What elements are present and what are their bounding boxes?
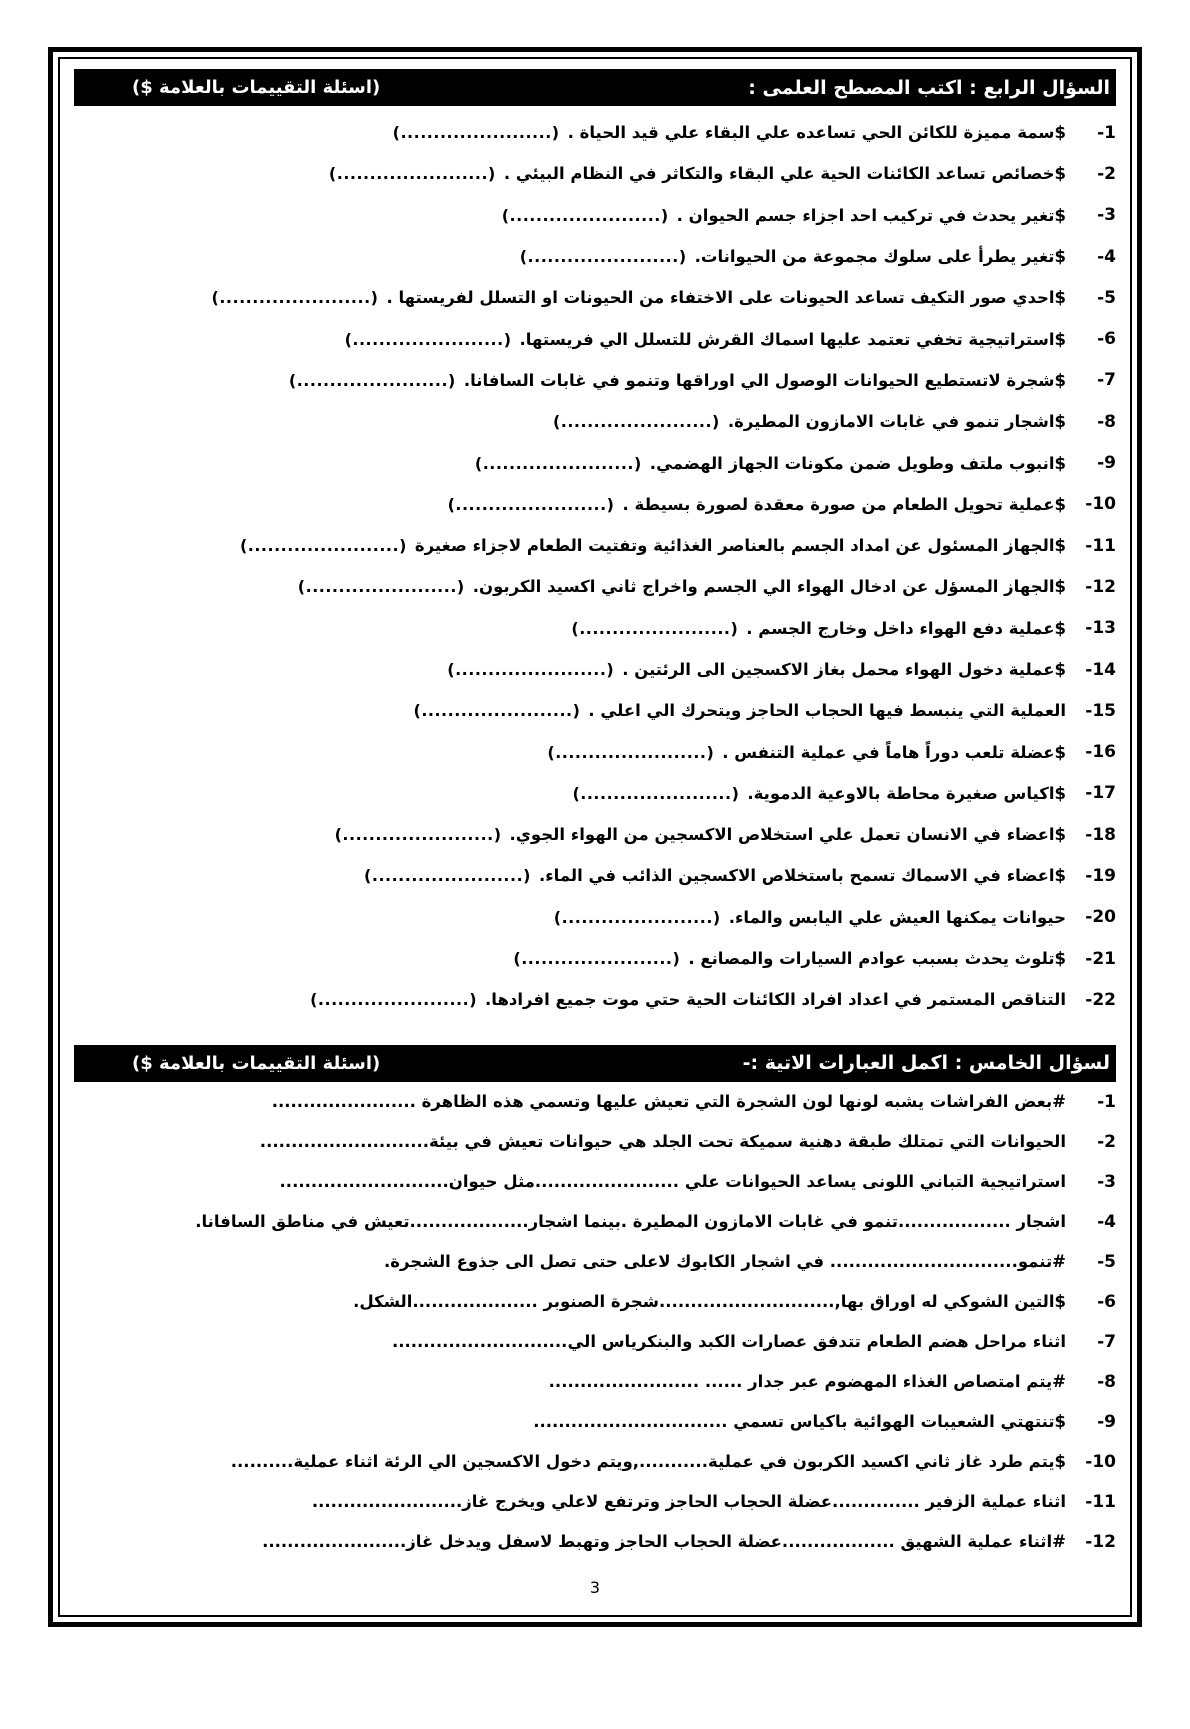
- item-text: #يتم امتصاص الغذاء المهضوم عبر جدار ...... ........................: [548, 1372, 1066, 1392]
- item-text: $اكياس صغيرة محاطة بالاوعية الدموية.: [747, 783, 1066, 803]
- item-number: 11-: [1085, 535, 1116, 556]
- question4-item-row: [74, 360, 1116, 401]
- item-number: 16-: [1085, 742, 1116, 763]
- answer-blank: (.......................): [328, 164, 496, 184]
- question5-header-bar: [74, 1045, 1116, 1082]
- answer-blank: (.......................): [447, 494, 615, 514]
- question4-item-row: [74, 814, 1116, 855]
- item-text: $تنتهتي الشعيبات الهوائية باكياس تسمي ...............................: [533, 1412, 1066, 1432]
- item-number: 9-: [1097, 453, 1116, 474]
- page-number: 3: [589, 1577, 601, 1597]
- answer-blank: (.......................): [513, 949, 681, 969]
- item-text: $تغير يطرأ على سلوك مجموعة من الحيوانات.: [694, 247, 1066, 267]
- item-text: التناقص المستمر في اعداد افراد الكائنات الحية حتي موت جميع افرادها.: [485, 990, 1066, 1010]
- item-text: العملية التي ينبسط فيها الحجاب الحاجز ويتحرك الي اعلي .: [588, 701, 1066, 721]
- item-number: 14-: [1085, 659, 1116, 680]
- question4-header-bar: [74, 69, 1116, 106]
- item-number: 3-: [1097, 1171, 1116, 1192]
- item-text: $استراتيجية تخفي تعتمد عليها اسماك القرش للتسلل الي فريستها.: [519, 329, 1066, 349]
- item-text: $الجهاز المسئول عن امداد الجسم بالعناصر الغذائية وتفتيت الطعام لاجزاء صغيرة: [414, 536, 1066, 556]
- question5-item-row: [74, 1442, 1116, 1482]
- item-text: $اعضاء في الاسماك تسمح باستخلاص الاكسجين الذائب في الماء.: [538, 866, 1066, 886]
- answer-blank: (.......................): [288, 370, 456, 390]
- item-text: $شجرة لاتستطيع الحيوانات الوصول الي اوراقها وتنمو في غابات السافانا.: [463, 370, 1066, 390]
- question4-item-row: [74, 236, 1116, 277]
- question4-item-list: [74, 112, 1116, 1021]
- answer-blank: (.......................): [344, 329, 512, 349]
- question5-item-row: [74, 1122, 1116, 1162]
- item-text: استراتيجية التباني اللونى يساعد الحيوانات علي .......................مثل حيوان...........................: [279, 1172, 1066, 1192]
- question4-item-row: [74, 608, 1116, 649]
- item-text: حيوانات يمكنها العيش علي اليابس والماء.: [728, 907, 1066, 927]
- item-number: 17-: [1085, 783, 1116, 804]
- item-text: اثناء مراحل هضم الطعام تتدفق عصارات الكبد والبنكرياس الي............................: [391, 1332, 1066, 1352]
- question4-item-row: [74, 318, 1116, 359]
- item-number: 10-: [1085, 494, 1116, 515]
- item-number: 8-: [1097, 1371, 1116, 1392]
- item-text: $عملية دخول الهواء محمل بغاز الاكسجين الى الرئتين .: [622, 660, 1066, 679]
- item-text: $انبوب ملتف وطويل ضمن مكونات الجهاز الهضمي.: [649, 453, 1066, 473]
- question4-title: السؤال الرابع : اكتب المصطح العلمى :: [748, 76, 1110, 99]
- item-number: 12-: [1085, 576, 1116, 597]
- item-number: 9-: [1097, 1411, 1116, 1432]
- question4-item-row: [74, 566, 1116, 607]
- item-number: 22-: [1085, 989, 1116, 1010]
- item-text: #بعض الفراشات يشبه لونها لون الشجرة التي تعيش عليها وتسمي هذه الظاهرة .......................: [271, 1092, 1066, 1112]
- item-number: 12-: [1085, 1531, 1116, 1552]
- question4-item-row: [74, 401, 1116, 442]
- question4-item-row: [74, 277, 1116, 318]
- question4-item-row: [74, 855, 1116, 896]
- answer-blank: (.......................): [572, 783, 740, 803]
- question5-item-row: [74, 1082, 1116, 1122]
- item-number: 15-: [1085, 700, 1116, 721]
- item-number: 5-: [1097, 287, 1116, 308]
- question5-item-row: [74, 1522, 1116, 1562]
- question5-item-row: [74, 1482, 1116, 1522]
- question5-item-row: [74, 1322, 1116, 1362]
- item-number: 13-: [1085, 618, 1116, 639]
- question4-item-row: [74, 731, 1116, 772]
- item-number: 20-: [1085, 907, 1116, 928]
- item-number: 2-: [1097, 1131, 1116, 1152]
- question5-note: (اسئلة التقييمات بالعلامة $): [132, 1052, 381, 1074]
- question4-item-row: [74, 773, 1116, 814]
- answer-blank: (.......................): [392, 123, 560, 143]
- item-text: $التين الشوكي له اوراق بها,............................شجرة الصنوبر ....................الشكل.: [353, 1292, 1066, 1312]
- section-gap: [74, 1021, 1116, 1045]
- item-text: $خصائص تساعد الكائنات الحية علي البقاء والتكاثر في النظام البيئي .: [503, 164, 1066, 184]
- item-text: الحيوانات التي تمتلك طبقة دهنية سميكة تحت الجلد هي حيوانات تعيش في بيئة...........................: [259, 1132, 1066, 1152]
- question5-item-row: [74, 1202, 1116, 1242]
- question4-item-row: [74, 195, 1116, 236]
- question5-item-row: [74, 1242, 1116, 1282]
- answer-blank: (.......................): [474, 453, 642, 473]
- question5-item-row: [74, 1162, 1116, 1202]
- answer-blank: (.......................): [334, 825, 502, 845]
- question4-item-row: [74, 690, 1116, 731]
- item-text: $احدي صور التكيف تساعد الحيونات على الاختفاء من الحيونات او التسلل لفريستها .: [386, 288, 1066, 308]
- item-text: $اشجار تنمو في غابات الامازون المطيرة.: [727, 412, 1066, 432]
- item-number: 2-: [1097, 163, 1116, 184]
- item-text: $تغير يحدث في تركيب احد اجزاء جسم الحيوان .: [676, 205, 1066, 225]
- item-number: 3-: [1097, 205, 1116, 226]
- question4-note: (اسئلة التقييمات بالعلامة $): [132, 77, 381, 98]
- page-border-frame: [48, 47, 1142, 1627]
- item-number: 19-: [1085, 865, 1116, 886]
- item-text: $عملية دفع الهواء داخل وخارج الجسم .: [746, 618, 1066, 638]
- item-number: 4-: [1097, 246, 1116, 267]
- answer-blank: (.......................): [552, 412, 720, 432]
- question4-item-row: [74, 525, 1116, 566]
- answer-blank: (.......................): [364, 866, 531, 886]
- question5-item-row: [74, 1402, 1116, 1442]
- item-text: $اعضاء في الانسان تعمل علي استخلاص الاكسجين من الهواء الجوي.: [509, 825, 1066, 845]
- item-number: 5-: [1097, 1251, 1116, 1272]
- question5-item-row: [74, 1282, 1116, 1322]
- question5-title: لسؤال الخامس : اكمل العبارات الاتية :-: [742, 1052, 1110, 1075]
- item-number: 6-: [1097, 329, 1116, 350]
- item-number: 21-: [1085, 948, 1116, 969]
- item-text: #تنمو.............................. في اشجار الكابوك لاعلى حتى تصل الى جذوع الشجرة.: [384, 1252, 1066, 1272]
- item-number: 11-: [1085, 1491, 1116, 1512]
- item-text: $عملية تحويل الطعام من صورة معقدة لصورة بسيطة .: [622, 494, 1066, 514]
- answer-blank: (.......................): [571, 618, 739, 638]
- item-text: $يتم طرد غاز ثاني اكسيد الكربون في عملية...........,ويتم دخول الاكسجين الي الرئة اثناء عملية..........: [230, 1452, 1066, 1472]
- answer-blank: (.......................): [553, 907, 721, 927]
- item-text: $عضلة تلعب دوراً هاماً في عملية التنفس .: [722, 742, 1066, 762]
- item-text: $الجهاز المسؤل عن ادخال الهواء الي الجسم واخراج ثاني اكسيد الكربون.: [472, 577, 1066, 597]
- question4-item-row: [74, 112, 1116, 153]
- item-number: 7-: [1097, 1331, 1116, 1352]
- answer-blank: (.......................): [310, 990, 478, 1010]
- item-number: 4-: [1097, 1211, 1116, 1232]
- item-number: 7-: [1097, 370, 1116, 391]
- answer-blank: (.......................): [239, 536, 407, 556]
- item-text: اثناء عملية الزفير ..............عضلة الحجاب الحاجز وترتفع لاعلي ويخرج غاز........................: [311, 1492, 1066, 1512]
- item-text: اشجار ..................تنمو في غابات الامازون المطيرة .بينما اشجار...................تعيش في مناطق السافانا.: [195, 1212, 1066, 1232]
- question4-item-row: [74, 897, 1116, 938]
- question4-item-row: [74, 979, 1116, 1020]
- answer-blank: (.......................): [297, 577, 465, 597]
- item-text: $تلوث يحدث بسبب عوادم السيارات والمصانع .: [688, 949, 1066, 969]
- question4-item-row: [74, 153, 1116, 194]
- answer-blank: (.......................): [547, 742, 715, 762]
- question4-item-row: [74, 649, 1116, 690]
- item-number: 1-: [1097, 1091, 1116, 1112]
- item-text: #اثناء عملية الشهيق ..................عضلة الحجاب الحاجز وتهبط لاسفل ويدخل غاز.......................: [262, 1532, 1066, 1552]
- question4-item-row: [74, 938, 1116, 979]
- item-number: 18-: [1085, 824, 1116, 845]
- answer-blank: (.......................): [501, 205, 669, 225]
- question4-item-row: [74, 484, 1116, 525]
- item-text: $سمة مميزة للكائن الحي تساعده علي البقاء علي قيد الحياة .: [567, 123, 1066, 143]
- answer-blank: (.......................): [413, 701, 581, 721]
- answer-blank: (.......................): [447, 660, 615, 679]
- item-number: 1-: [1097, 122, 1116, 143]
- item-number: 8-: [1097, 411, 1116, 432]
- worksheet-page: [0, 47, 1190, 1729]
- item-number: 10-: [1085, 1451, 1116, 1472]
- question4-item-row: [74, 442, 1116, 483]
- question5-item-list: [74, 1082, 1116, 1562]
- answer-blank: (.......................): [211, 288, 379, 308]
- answer-blank: (.......................): [519, 247, 687, 267]
- item-number: 6-: [1097, 1291, 1116, 1312]
- question5-item-row: [74, 1362, 1116, 1402]
- page-inner-border: [58, 57, 1132, 1617]
